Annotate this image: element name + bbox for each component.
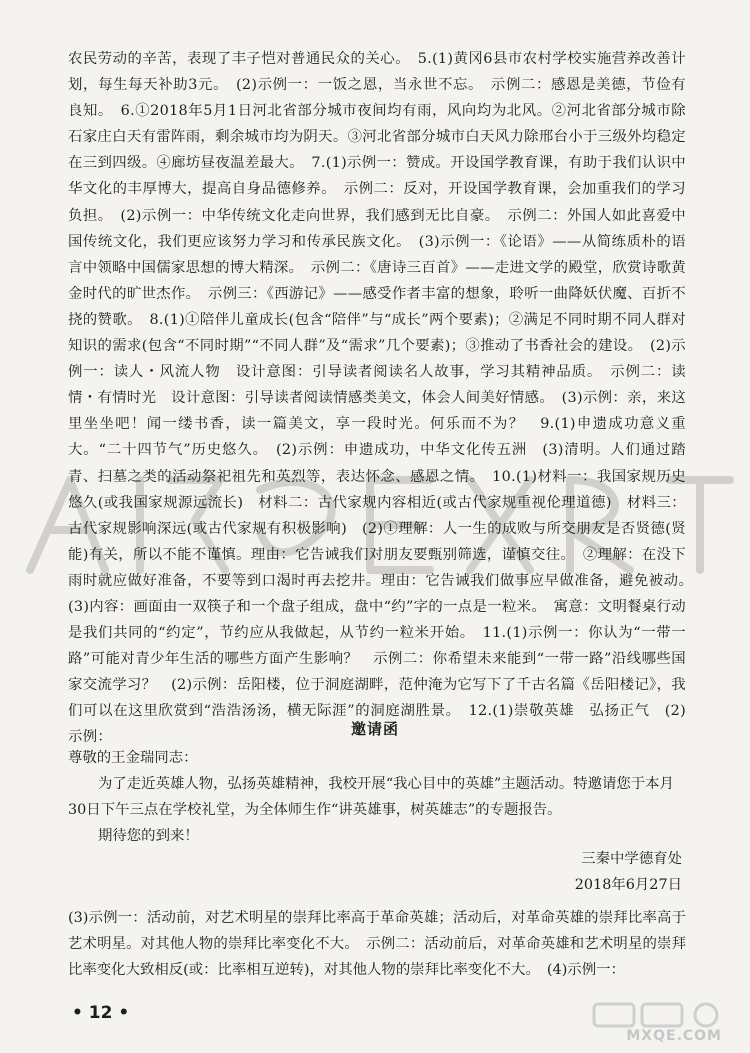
answer-text-block-2: (3)示例一：活动前，对艺术明星的崇拜比率高于革命英雄；活动后，对革命英雄的崇拜比率高于艺术明星。对其他人物的崇拜比率变化不大。 示例二：活动前后，对革命英雄和艺术明星的崇拜比率变化大致相反(或：比率相互逆转)，对其他人物的崇拜比率变化不大。 (4)示例一： xyxy=(68,910,686,978)
letter-closing: 期待您的到来！ xyxy=(98,828,199,844)
letter-signature xyxy=(575,846,682,898)
letter-title: 邀请函 xyxy=(350,720,399,738)
answer-text-block-1 xyxy=(68,46,701,751)
letter-date: 2018年6月27日 xyxy=(574,877,682,893)
letter-greeting: 尊敬的王金瑞同志： xyxy=(68,750,198,766)
answer-paragraph: 农民劳动的辛苦，表现了丰子恺对普通民众的关心。 5.(1)黄冈6县市农村学校实施营养改善计划，每生每天补助3元。 (2)示例一：一饭之恩，当永世不忘。 示例二：感恩是美德，节俭有良知。 6.①2018年5月1日河北省部分城市夜间均有雨，风向均为北风。②河北省部分城市除石家庄白天有雷阵雨，剩余城市均为阴天。③河北省部分城市白天风力除邢台小于三级外均稳定在三到四级。④廊坊昼夜温差最大。 7.(1)示例一：赞成。开设国学教育课，有助于我们认识中华文化的丰厚博大，提高自身品德修养。 示例二：反对，开设国学教育课，会加重我们的学习负担。 (2)示例一：中华传统文化走向世界，我们感到无比自豪。 示例二：外国人如此喜爱中国传统文化，我们更应该努力学习和传承民族文化。 (3)示例一：《论语》——从简练质朴的语言中领略中国儒家思想的博大精深。 示例二：《唐诗三百首》——走进文学的殿堂，欣赏诗歌黄金时代的旷世杰作。 示例三：《西游记》——感受作者丰富的想象，聆听一曲降妖伏魔、百折不挠的赞歌。 8.(1)①陪伴儿童成长(包含“陪伴”与“成长”两个要素)；②满足不同时期不同人群对知识的需求(包含“不同时期”“不同人群”及“需求”几个要素)；③推动了书香社会的建设。 (2)示例一：读人・风流人物 设计意图：引导读者阅读名人故事，学习其精神品质。 示例二：读情・有情时光 设计意图：引导读者阅读情感类美文，体会人间美好情感。 (3)示例：亲，来这里坐坐吧！闻一缕书香，读一篇美文，享一段时光。何乐而不为？ 9.(1)申遗成功意义重大。“二十四节气”历史悠久。 (2)示例：申遗成功，中华文化传五洲 (3)清明。人们通过踏青、扫墓之类的活动祭祀祖先和英烈等，表达怀念、感恩之情。 10.(1)材料一：我国家规历史悠久(或我国家规源远流长) 材料二：古代家规内容相近(或古代家规重视伦理道德) 材料三：古代家规影响深远(或古代家规有积极影响) (2)①理解：人一生的成败与所交朋友是否贤德(贤能)有关，所以不能不谨慎。理由：它告诫我们对朋友要甄别筛选，谨慎交往。 ②理解：在没下雨时就应做好准备，不要等到口渴时再去挖井。理由：它告诫我们做事应早做准备，避免被动。 (3)内容：画面由一双筷子和一个盘子组成，盘中“约”字的一点是一粒米。 寓意：文明餐桌行动是我们共同的“约定”，节约应从我做起，从节约一粒米开始。 11.(1)示例一：你认为“一带一路”可能对青少年生活的哪些方面产生影响？ 示例二：你希望未来能到“一带一路”沿线哪些国家交流学习？ (2)示例：岳阳楼，位于洞庭湖畔，范仲淹为它写下了千古名篇《岳阳楼记》，我们可以在这里欣赏到“浩浩汤汤，横无际涯”的洞庭湖胜景。 12.(1)崇敬英雄 弘扬正气 (2)示例： xyxy=(68,51,701,746)
page-number: • 12 • xyxy=(72,1003,130,1023)
watermark-corner-text: MXQE.COM xyxy=(626,1028,722,1044)
letter-sender: 三秦中学德育处 xyxy=(581,851,682,867)
letter-body: 为了走近英雄人物，弘扬英雄精神，我校开展“我心目中的英雄”主题活动。特邀请您于本月30日下午三点在学校礼堂，为全体师生作“讲英雄事，树英雄志”的专题报告。 xyxy=(68,776,674,818)
